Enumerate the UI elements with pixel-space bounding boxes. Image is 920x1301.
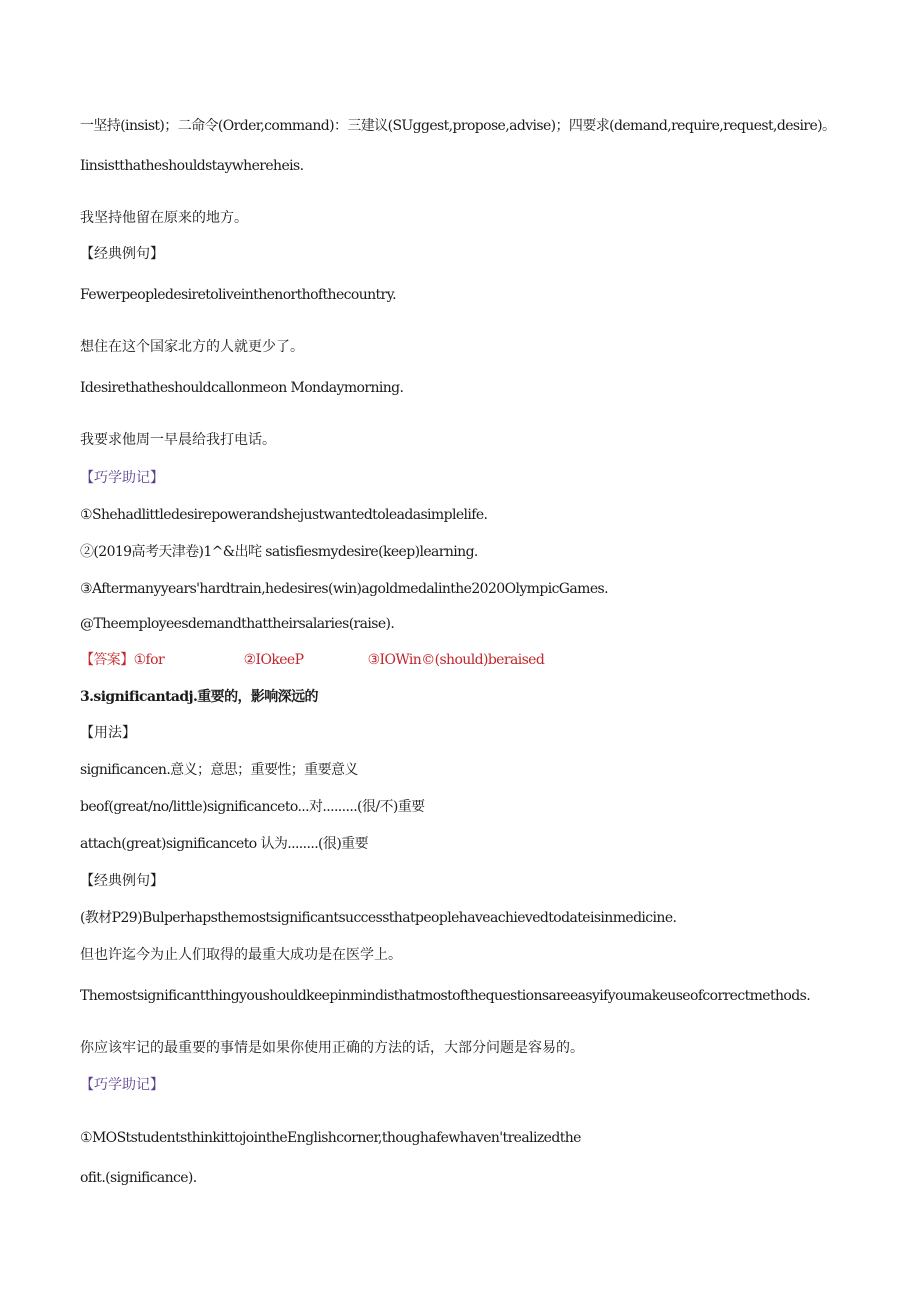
- example-sentence-zh: 我坚持他留在原来的地方。: [80, 210, 248, 226]
- example-sentence-zh: 我要求他周一早晨给我打电话。: [80, 432, 276, 448]
- exercise-item-2: ②(2019高考天津卷)1^&出咤 satisfiesmydesire(keep)learning.: [80, 544, 478, 560]
- example-sentence-zh: 但也许迄今为止人们取得的最重大成功是在医学上。: [80, 947, 402, 963]
- example-sentence-en: Idesirethatheshouldcallonmeon Mondaymorning.: [80, 380, 404, 396]
- usage-item: attach(great)significanceto 认为........(很)重要: [80, 836, 368, 852]
- exercise-item-1: ①MOStstudentsthinkittojointheEnglishcorner,thoughafewhaven'trealizedthe: [80, 1130, 581, 1146]
- answer-1: ①for: [133, 652, 165, 668]
- usage-item: beof(great/no/little)significanceto...对.........(很/不)重要: [80, 799, 425, 815]
- exercise-item-1: ①Shehadlittledesirepowerandshejustwantedtoleadasimplelife.: [80, 507, 488, 523]
- section-heading-classic-examples: 【经典例句】: [80, 873, 164, 889]
- example-sentence-en: Iinsistthatheshouldstaywhereheis.: [80, 158, 304, 174]
- answer-line: [80, 650, 544, 670]
- section-heading-usage: 【用法】: [80, 725, 136, 741]
- vocab-heading-significant: 3.significantadj.重要的，影响深远的: [80, 689, 318, 705]
- example-sentence-en: (教材P29)Bulperhapsthemostsignificantsuccessthatpeoplehaveachievedtodateisinmedicine.: [80, 910, 677, 926]
- answer-2: ②IOkeeP: [243, 652, 304, 668]
- section-heading-memory-aid: 【巧学助记】: [80, 1077, 164, 1093]
- example-sentence-en: Fewerpeopledesiretoliveinthenorthofthecountry.: [80, 287, 396, 303]
- exercise-item-4: @Theemployeesdemandthattheirsalaries(raise).: [80, 616, 395, 632]
- answer-label: 【答案】: [80, 652, 134, 668]
- section-heading-memory-aid: 【巧学助记】: [80, 470, 164, 486]
- example-sentence-zh: 想住在这个国家北方的人就更少了。: [80, 339, 304, 355]
- exercise-item-3: ③Aftermanyyears'hardtrain,hedesires(win)agoldmedalinthe2020OlympicGames.: [80, 581, 608, 597]
- usage-item: significancen.意义；意思；重要性；重要意义: [80, 762, 358, 778]
- grammar-rule-line: 一坚持(insist)；二命令(Order,command)：三建议(SUggest,propose,advise)；四要求(demand,require,request,desire)。: [80, 118, 836, 134]
- exercise-item-1-continued: ofit.(significance).: [80, 1170, 197, 1186]
- section-heading-classic-examples: 【经典例句】: [80, 246, 164, 262]
- example-sentence-zh: 你应该牢记的最重要的事情是如果你使用正确的方法的话，大部分问题是容易的。: [80, 1040, 584, 1056]
- answer-3: ③IOWin©(should)beraised: [367, 652, 545, 668]
- example-sentence-en: Themostsignificantthingyoushouldkeepinmindisthatmostofthequestionsareeasyifyoumakeuseofcorrectmethods.: [80, 988, 811, 1004]
